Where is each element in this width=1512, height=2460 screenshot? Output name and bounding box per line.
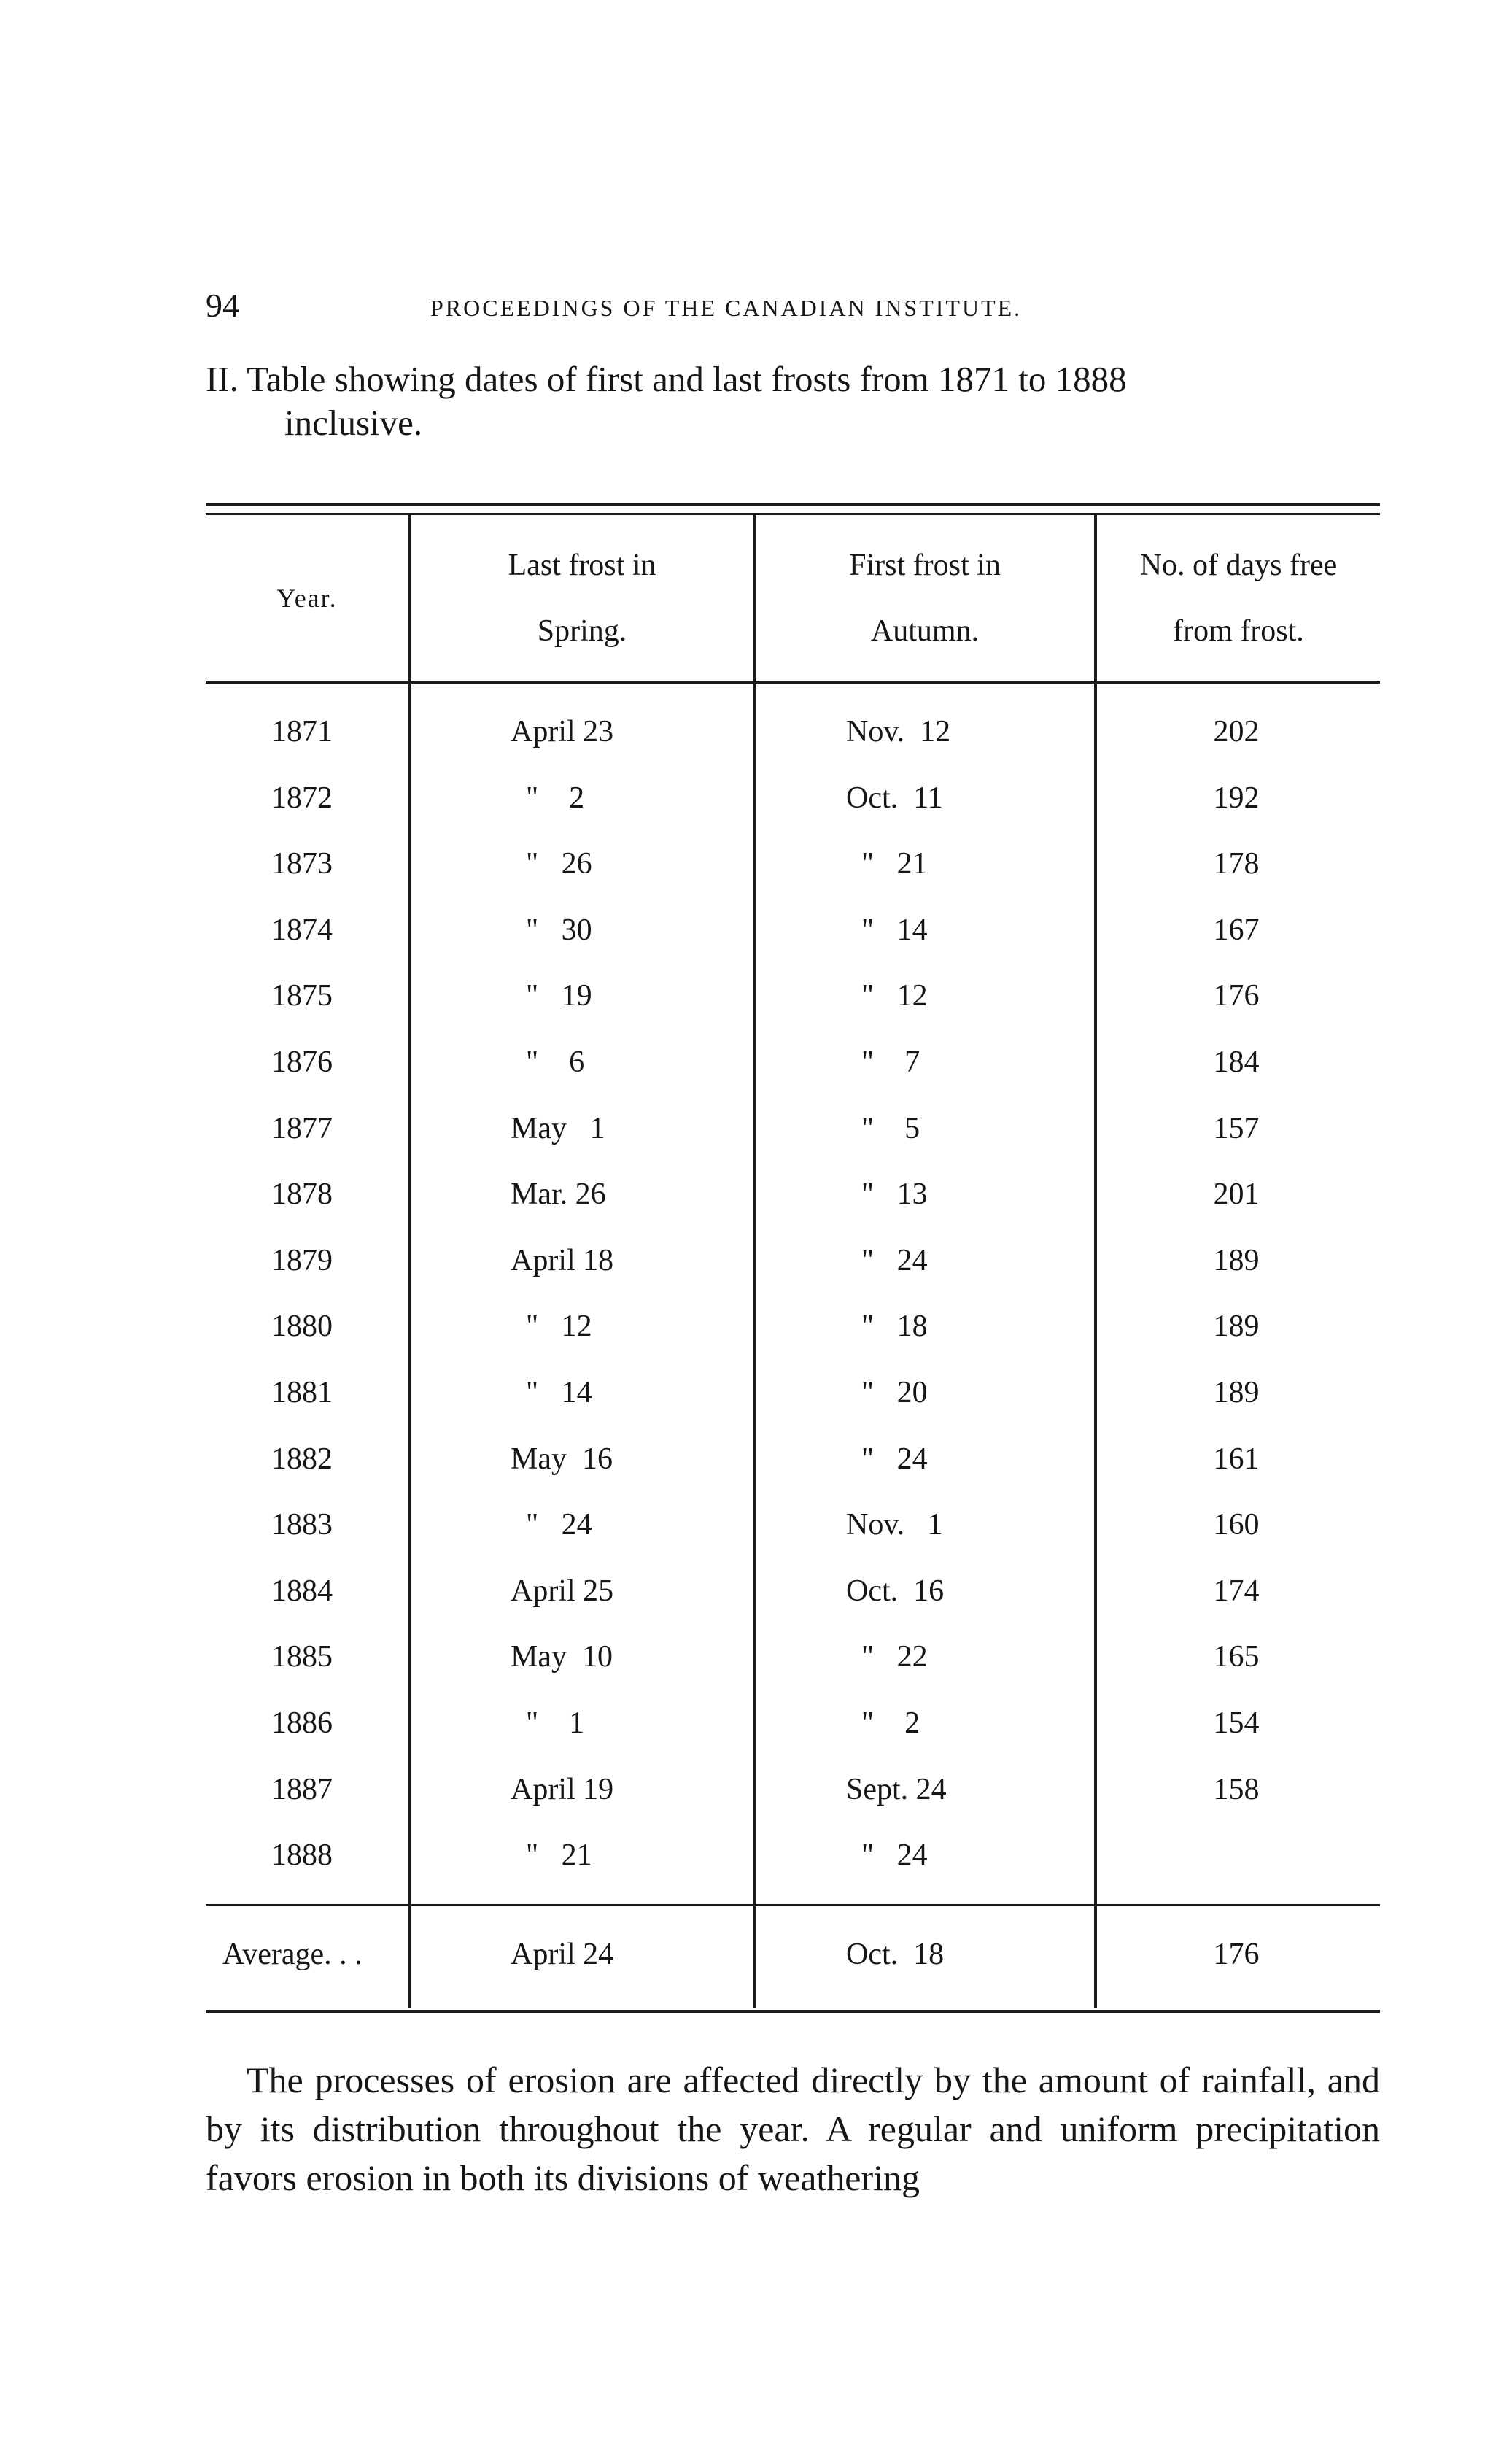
table-row-year-cell: 1885 [271, 1640, 333, 1674]
table-row-year-cell: 1880 [271, 1310, 333, 1343]
table-row-days-cell: 176 [1213, 979, 1260, 1013]
table-row-days-cell: 189 [1213, 1310, 1260, 1343]
table-row-days-cell: 157 [1213, 1112, 1260, 1145]
table-row-autumn-cell: " 22 [846, 1640, 928, 1674]
table-row-year-cell: 1876 [271, 1045, 333, 1079]
table-row-spring-cell: April 19 [511, 1773, 614, 1806]
table-row-spring-cell: " 26 [511, 847, 592, 881]
table-row-days-cell: 174 [1213, 1574, 1260, 1608]
table-title-line1: II. Table showing dates of first and last frosts from 1871 to 1888 [206, 359, 1127, 399]
column-header-year [206, 565, 408, 631]
table-row-year-cell: 1884 [271, 1574, 333, 1608]
table-row-autumn-cell: Oct. 11 [846, 781, 943, 815]
column-header-year-label: Year. [276, 584, 338, 613]
table-row-autumn-cell: " 24 [846, 1838, 928, 1872]
table-row-spring-cell: May 16 [511, 1442, 613, 1476]
column-header-spring-line2: Spring. [537, 614, 627, 648]
table-top-rule-2 [206, 513, 1380, 515]
table-row-spring-cell: " 2 [511, 781, 585, 815]
table-row-days-cell: 202 [1213, 715, 1260, 749]
table-row-spring-cell: " 6 [511, 1045, 585, 1079]
table-row-year-cell: 1875 [271, 979, 333, 1013]
table-row-autumn-cell: Nov. 12 [846, 715, 951, 749]
table-row-autumn-cell: " 7 [846, 1045, 920, 1079]
table-row-year-cell: 1879 [271, 1244, 333, 1277]
average-label: Average. . . [222, 1938, 363, 1971]
table-row-spring-cell: May 1 [511, 1112, 605, 1145]
table-row-spring-cell: " 30 [511, 913, 592, 947]
table-row-spring-cell: April 18 [511, 1244, 614, 1277]
table-title-line2: inclusive. [284, 403, 423, 443]
table-row-year-cell: 1874 [271, 913, 333, 947]
table-row-year-cell: 1878 [271, 1177, 333, 1211]
page-number: 94 [206, 287, 239, 324]
table-row-year-cell: 1871 [271, 715, 333, 749]
table-row-autumn-cell: " 14 [846, 913, 928, 947]
table-row-spring-cell: " 1 [511, 1706, 585, 1740]
table-row-days-cell: 167 [1213, 913, 1260, 947]
table-row-year-cell: 1872 [271, 781, 333, 815]
column-header-days-line2: from frost. [1173, 614, 1304, 648]
table-row-days-cell: 161 [1213, 1442, 1260, 1476]
body-paragraph-text: The processes of erosion are affected directly by the amount of rainfall, and by its distribution throughout the year. A regular and uniform precipitation favors erosion in both its divisions of weathering [206, 2059, 1380, 2198]
column-header-autumn-line2: Autumn. [870, 614, 980, 648]
column-header-spring-line1: Last frost in [508, 549, 656, 582]
table-row-spring-cell: Mar. 26 [511, 1177, 606, 1211]
table-row-spring-cell: April 23 [511, 715, 614, 749]
table-bottom-rule [206, 2010, 1380, 2013]
table-row-autumn-cell: " 2 [846, 1706, 920, 1740]
table-top-rule-1 [206, 503, 1380, 506]
table-row-year-cell: 1882 [271, 1442, 333, 1476]
running-head: PROCEEDINGS OF THE CANADIAN INSTITUTE. [430, 295, 1023, 321]
table-row-autumn-cell: " 12 [846, 979, 928, 1013]
table-row-year-cell: 1888 [271, 1838, 333, 1872]
table-row-autumn-cell: " 24 [846, 1244, 928, 1277]
average-days: 176 [1213, 1938, 1260, 1971]
table-row-year-cell: 1886 [271, 1706, 333, 1740]
column-divider-3 [1094, 515, 1097, 2008]
column-header-days [1097, 533, 1380, 664]
table-row-year-cell: 1877 [271, 1112, 333, 1145]
table-row-days-cell: 165 [1213, 1640, 1260, 1674]
table-row-autumn-cell: Nov. 1 [846, 1508, 943, 1542]
table-row-days-cell: 158 [1213, 1773, 1260, 1806]
table-row-days-cell: 201 [1213, 1177, 1260, 1211]
table-row-autumn-cell: " 13 [846, 1177, 928, 1211]
table-row-year-cell: 1881 [271, 1376, 333, 1409]
table-row-spring-cell: " 14 [511, 1376, 592, 1409]
header-bottom-rule [206, 681, 1380, 684]
column-divider-1 [408, 515, 411, 2008]
table-row-days-cell: 184 [1213, 1045, 1260, 1079]
table-row-autumn-cell: Oct. 16 [846, 1574, 945, 1608]
table-row-days-cell: 189 [1213, 1244, 1260, 1277]
average-spring: April 24 [511, 1938, 614, 1971]
table-row-autumn-cell: Sept. 24 [846, 1773, 947, 1806]
table-row-days-cell: 192 [1213, 781, 1260, 815]
average-top-rule [206, 1904, 1380, 1906]
table-row-year-cell: 1883 [271, 1508, 333, 1542]
table-row-year-cell: 1887 [271, 1773, 333, 1806]
table-row-autumn-cell: " 20 [846, 1376, 928, 1409]
table-row-days-cell: 178 [1213, 847, 1260, 881]
table-row-spring-cell: " 24 [511, 1508, 592, 1542]
column-header-autumn [756, 533, 1094, 664]
average-autumn: Oct. 18 [846, 1938, 945, 1971]
table-row-autumn-cell: " 24 [846, 1442, 928, 1476]
table-row-autumn-cell: " 18 [846, 1310, 928, 1343]
table-row-spring-cell: April 25 [511, 1574, 614, 1608]
column-header-spring [411, 533, 753, 664]
table-row-days-cell: 154 [1213, 1706, 1260, 1740]
table-row-autumn-cell: " 21 [846, 847, 928, 881]
table-row-spring-cell: " 12 [511, 1310, 592, 1343]
column-header-autumn-line1: First frost in [849, 549, 1001, 582]
table-row-autumn-cell: " 5 [846, 1112, 920, 1145]
table-row-year-cell: 1873 [271, 847, 333, 881]
table-row-days-cell: 189 [1213, 1376, 1260, 1409]
column-divider-2 [753, 515, 756, 2008]
body-paragraph [206, 2056, 1380, 2202]
table-row-spring-cell: " 19 [511, 979, 592, 1013]
column-header-days-line1: No. of days free [1139, 549, 1338, 582]
table-row-days-cell: 160 [1213, 1508, 1260, 1542]
table-row-spring-cell: May 10 [511, 1640, 613, 1674]
table-title [206, 357, 1402, 445]
table-row-spring-cell: " 21 [511, 1838, 592, 1872]
